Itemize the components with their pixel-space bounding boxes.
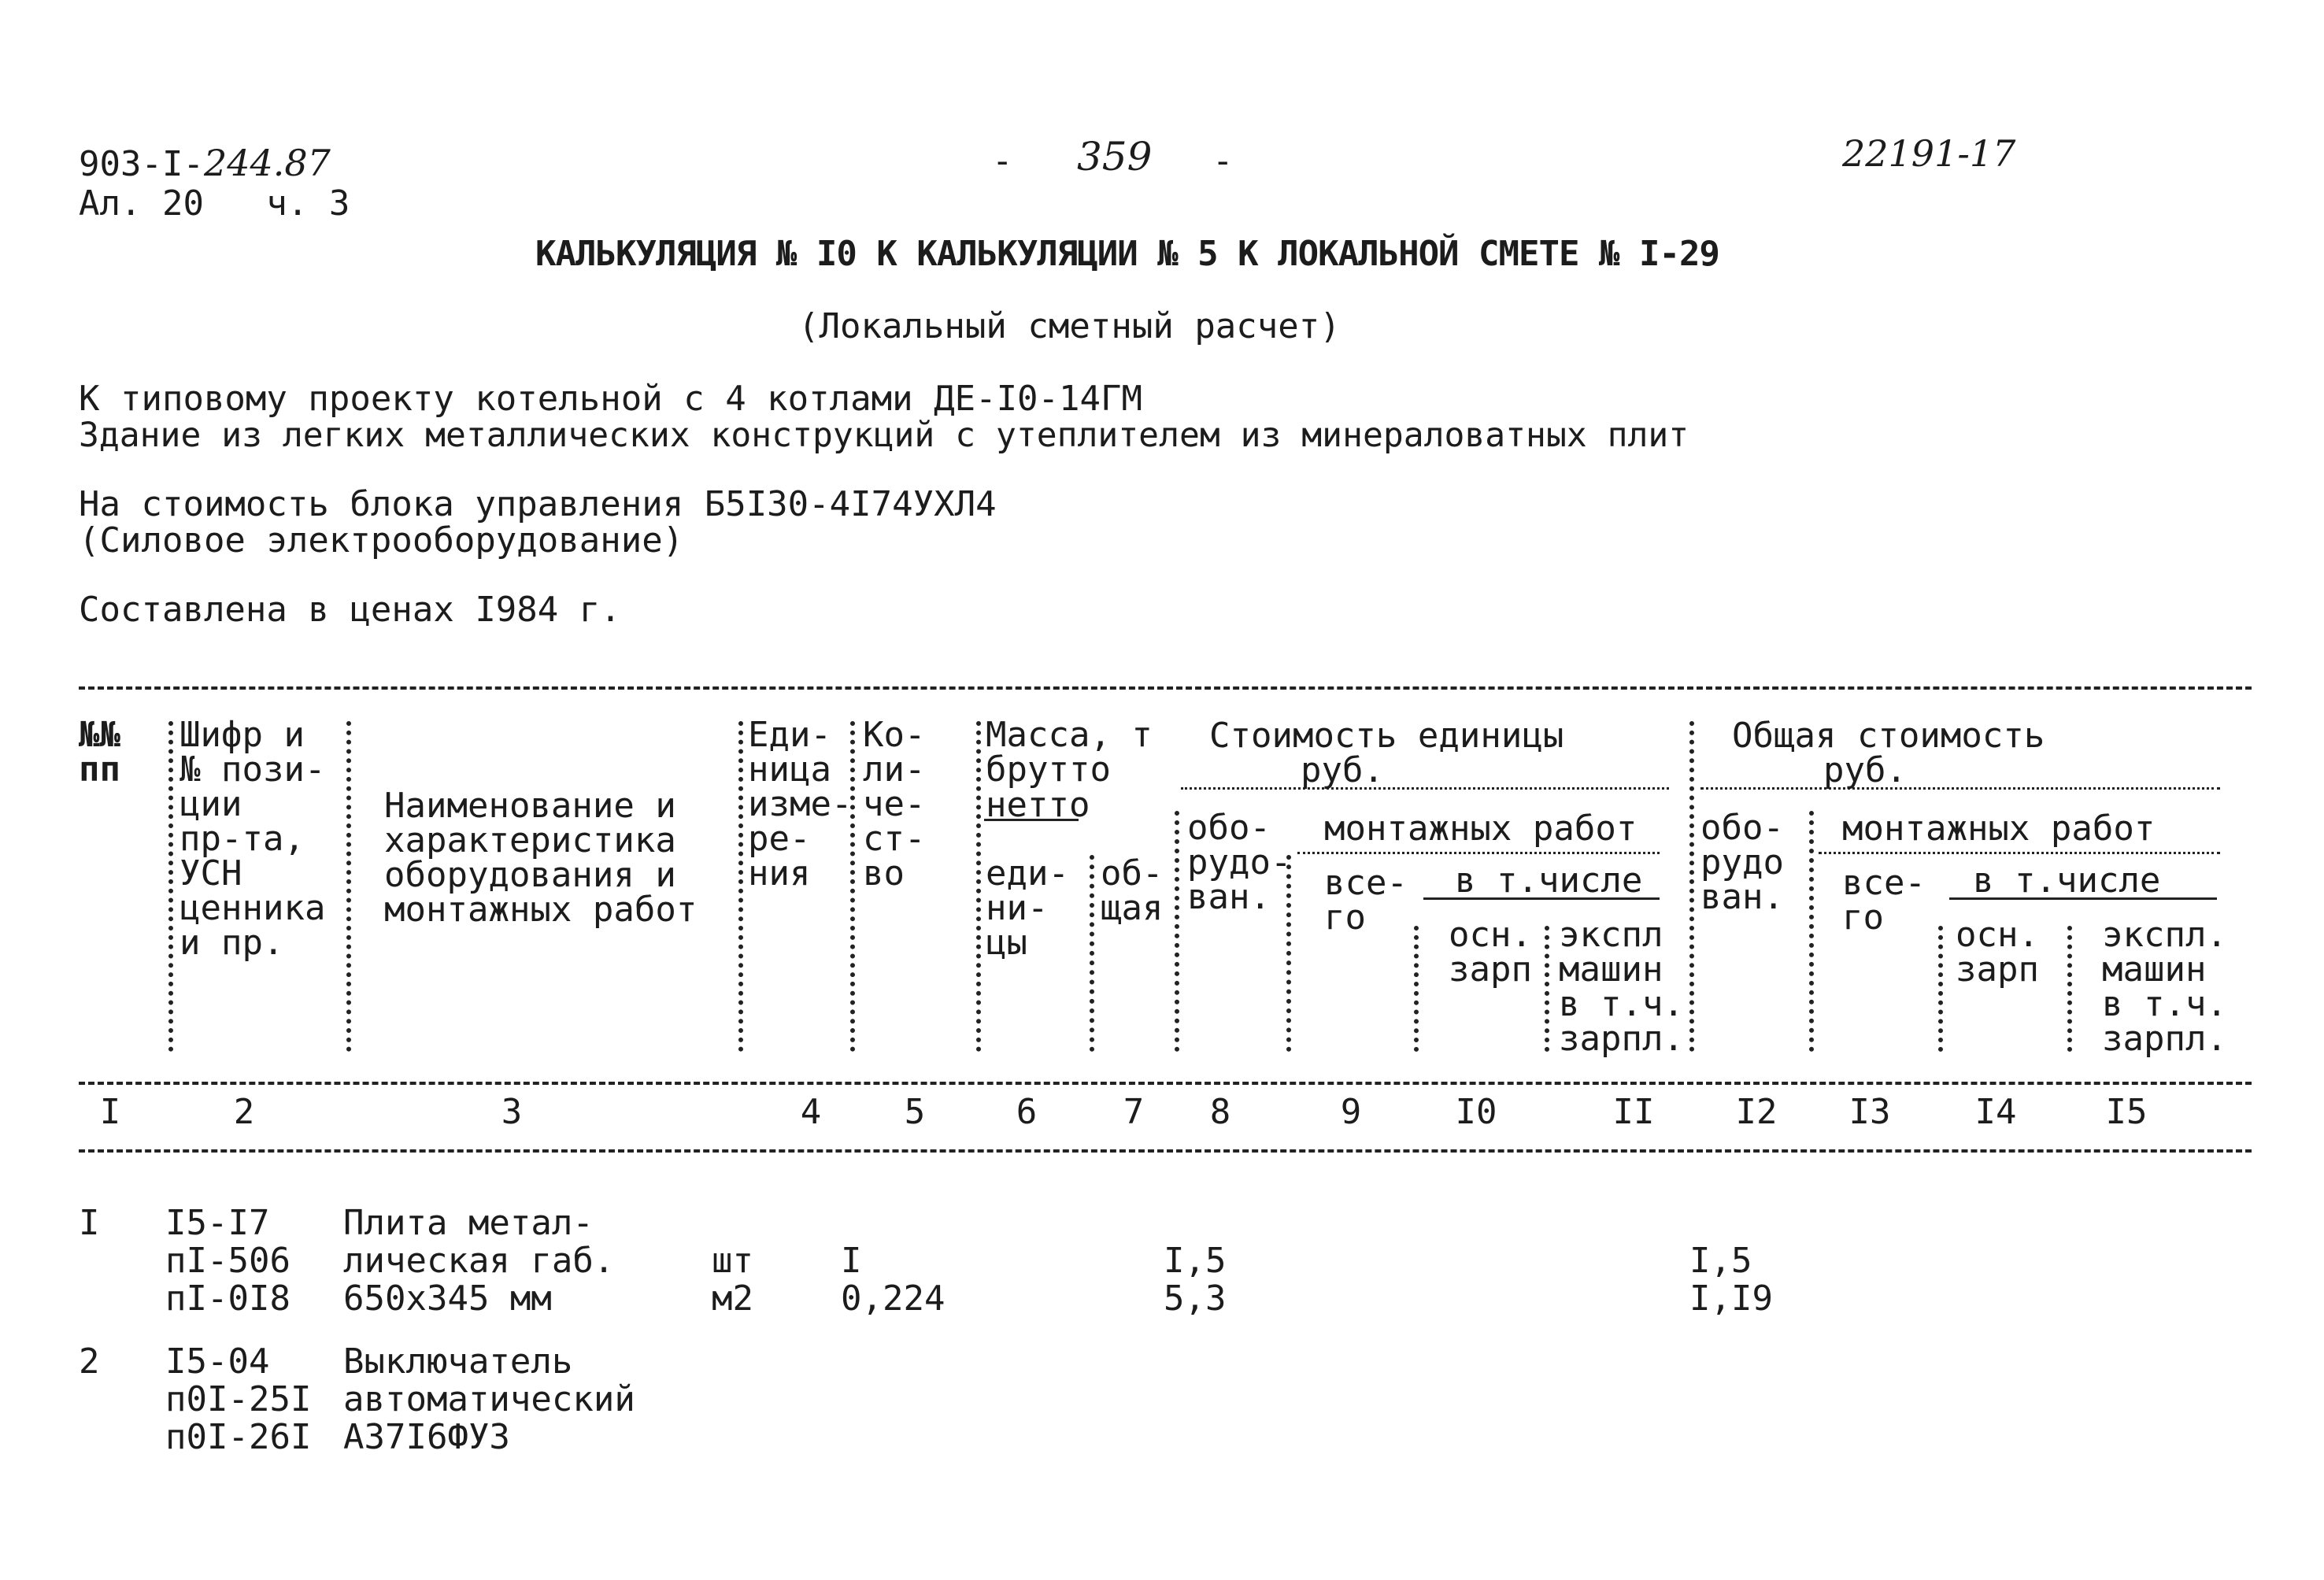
header-total-mount: монтажных работ [1842, 809, 2156, 849]
header-col8: обо- рудо- ван. [1187, 808, 1292, 917]
col-sep-1 [168, 721, 173, 1052]
page-number: 359 [1077, 134, 1153, 179]
row-name: Выключатель автоматический А37I6ФУ3 [343, 1341, 635, 1457]
header-col1: №№ пп [79, 715, 120, 790]
total-cost-rule [1700, 787, 2220, 790]
row-number: I [79, 1203, 100, 1243]
header-mass-group: Масса, т брутто [986, 715, 1153, 790]
header-col6: еди- ни- цы [986, 853, 1069, 963]
column-number-13: I3 [1848, 1092, 1891, 1132]
price-basis-line: Составлена в ценах I984 г. [79, 590, 621, 630]
header-unit-incl: в т.числе [1455, 860, 1643, 901]
col-sep-10 [1545, 926, 1549, 1052]
column-number-8: 8 [1209, 1092, 1231, 1132]
header-col3: Наименование и характеристика оборудования и монтажных работ [384, 786, 698, 930]
col-sep-11 [1689, 721, 1694, 1052]
column-number-11: II [1612, 1092, 1655, 1132]
header-col7: об- щая [1101, 853, 1164, 928]
header-unit-cost-currency: руб. [1301, 750, 1384, 790]
row-quantity: I 0,224 [841, 1241, 946, 1319]
col-sep-5 [976, 721, 981, 1052]
building-line: Здание из легких металлических конструкций с утеплителем из минераловатных плит [79, 416, 1689, 455]
page-dash-left: - [992, 141, 1013, 181]
col-sep-2 [346, 721, 351, 1052]
header-col5: Ко- ли- че- ст- во [863, 715, 926, 894]
header-col9: все- го [1324, 863, 1408, 938]
column-number-14: I4 [1974, 1092, 2017, 1132]
row-equipment-total-cost: I,5 I,I9 [1689, 1241, 1773, 1319]
col-sep-6 [1090, 855, 1094, 1052]
album-part: Ал. 20 ч. 3 [79, 183, 350, 224]
column-number-15: I5 [2105, 1092, 2148, 1132]
table-column-number-rule [79, 1149, 2252, 1153]
document-title: КАЛЬКУЛЯЦИЯ № I0 К КАЛЬКУЛЯЦИИ № 5 К ЛОКАЛЬНОЙ СМЕТЕ № I-29 [535, 234, 1719, 274]
table-top-rule [79, 686, 2252, 690]
header-col2: Шифр и № пози- ции пр-та, УСН ценника и пр. [179, 715, 326, 963]
column-number-4: 4 [800, 1092, 822, 1132]
header-col15: экспл. машин в т.ч. зарпл. [2102, 915, 2227, 1059]
document-subtitle: (Локальный сметный расчет) [798, 306, 1341, 346]
total-mount-rule [1819, 852, 2220, 854]
header-mass-netto: нетто [986, 785, 1090, 825]
col-sep-3 [738, 721, 743, 1052]
column-number-12: I2 [1735, 1092, 1778, 1132]
col-sep-13 [1938, 926, 1943, 1052]
header-unit-mount: монтажных работ [1324, 809, 1638, 849]
column-number-6: 6 [1016, 1092, 1038, 1132]
header-col12: обо- рудо ван. [1700, 808, 1784, 917]
column-number-2: 2 [233, 1092, 255, 1132]
header-total-cost-currency: руб. [1823, 750, 1907, 790]
unit-cost-rule [1181, 787, 1669, 790]
page-dash-right: - [1212, 141, 1234, 181]
column-number-1: I [99, 1092, 121, 1132]
header-col10: осн. зарп [1449, 915, 1532, 990]
header-total-cost: Общая стоимость [1732, 716, 2045, 756]
col-sep-14 [2067, 926, 2072, 1052]
cost-subject-line: На стоимость блока управления Б5I30-4I74УХЛ4 [79, 484, 997, 524]
header-col14: осн. зарп [1956, 915, 2039, 990]
unit-mount-rule [1297, 852, 1660, 854]
row-code: I5-I7 пI-506 пI-0I8 [165, 1203, 290, 1319]
col-sep-12 [1809, 811, 1814, 1052]
column-number-3: 3 [501, 1092, 523, 1132]
header-total-incl: в т.числе [1973, 860, 2161, 901]
header-unit-cost: Стоимость единицы [1209, 716, 1564, 756]
document-code-prefix: 903-I- [79, 144, 204, 184]
row-name: Плита метал- лическая габ. 650х345 мм [343, 1203, 615, 1319]
row-unit: шт м2 [712, 1241, 753, 1319]
column-number-5: 5 [904, 1092, 926, 1132]
row-code: I5-04 п0I-25I п0I-26I [165, 1341, 312, 1457]
row-number: 2 [79, 1341, 100, 1382]
project-line: К типовому проекту котельной с 4 котлами ДЕ-I0-14ГМ [79, 379, 1143, 419]
document-code-handwritten: 244.87 [203, 142, 331, 184]
document-code [79, 142, 331, 184]
column-number-10: I0 [1455, 1092, 1497, 1132]
header-col13: все- го [1842, 863, 1926, 938]
row-equipment-unit-cost: I,5 5,3 [1164, 1241, 1227, 1319]
col-sep-9 [1414, 926, 1419, 1052]
column-number-9: 9 [1340, 1092, 1362, 1132]
header-col11: экспл машин в т.ч. зарпл. [1559, 915, 1684, 1059]
cost-subject-note: (Силовое электрооборудование) [79, 520, 684, 561]
table-header-rule [79, 1082, 2252, 1085]
col-sep-7 [1175, 811, 1179, 1052]
column-number-7: 7 [1123, 1092, 1145, 1132]
header-col4: Еди- ница изме- ре- ния [748, 715, 853, 894]
reference-number: 22191-17 [1842, 132, 2016, 175]
